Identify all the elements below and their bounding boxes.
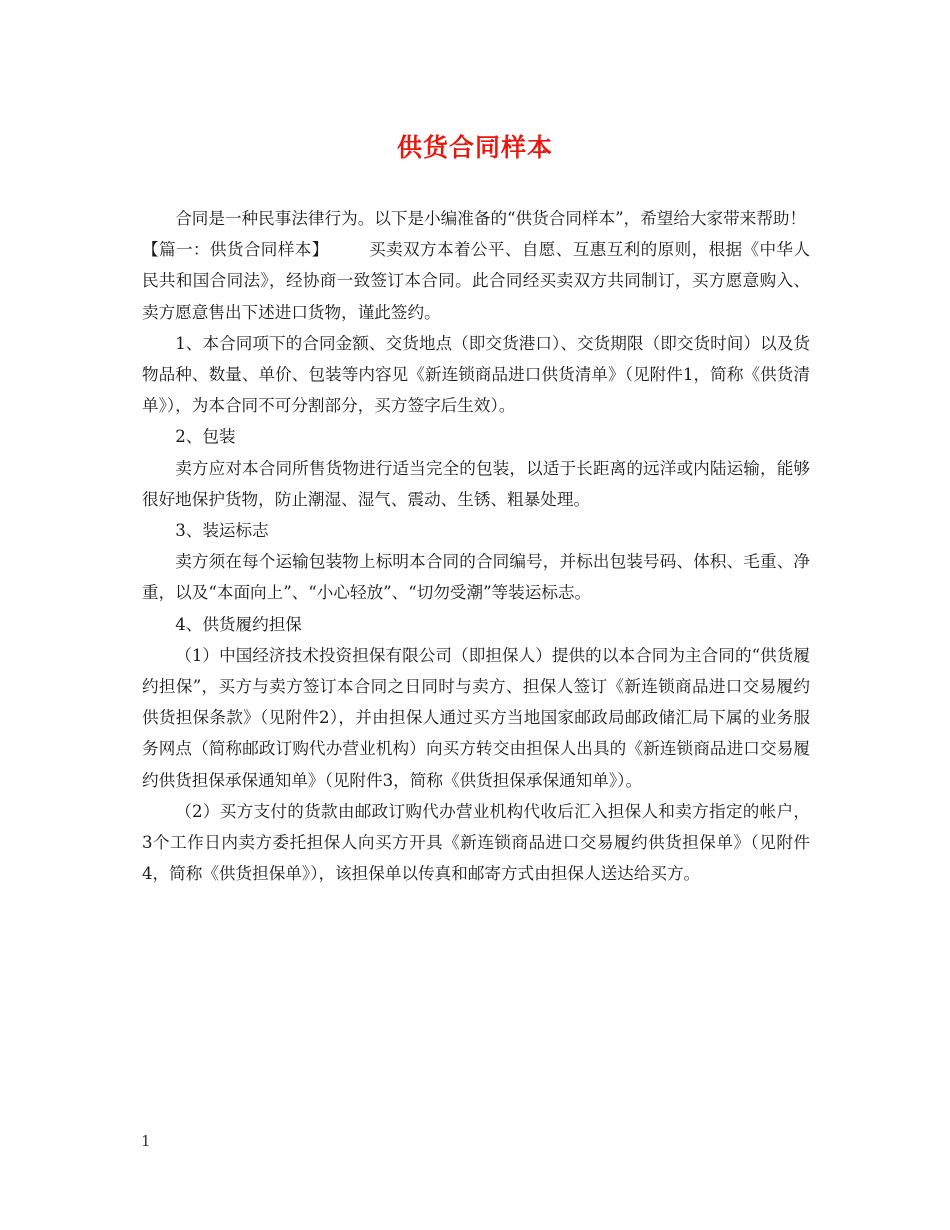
intro-paragraph: 合同是一种民事法律行为。以下是小编准备的“供货合同样本”，希望给大家带来帮助！ [175,209,807,228]
clause-4-item-1: （1）中国经济技术投资担保有限公司（即担保人）提供的以本合同为主合同的“供货履约担保”，买方与卖方签订本合同之日同时与卖方、担保人签订《新连锁商品进口交易履约供货担保条款》（见附件2），并由担保人通过买方当地国家邮政局邮政储汇局下属的业务服务网点（简称邮政订购代办营业机构）向买方转交由担保人出具的《新连锁商品进口交易履约供货担保承保通知单》（见附件3，简称《供货担保承保通知单》）。 [142,645,810,790]
clause-3-paragraph: 卖方须在每个运输包装物上标明本合同的合同编号，并标出包装号码、体积、毛重、净重，以及“本面向上”、“小心轻放”、“切勿受潮”等装运标志。 [142,552,810,603]
clause-3-heading: 3、装运标志 [175,521,269,541]
page-number: 1 [141,1132,151,1150]
clause-2-heading: 2、包装 [175,427,236,447]
section-one-paragraph [142,234,810,328]
document-title: 供货合同样本 [396,133,553,162]
section-one-text: 买卖双方本着公平、自愿、互惠互利的原则，根据《中华人民共和国合同法》，经协商一致签订本合同。此合同经买卖双方共同制订，买方愿意购入、卖方愿意售出下述进口货物，谨此签约。 [142,240,810,322]
clause-1-paragraph: 1、本合同项下的合同金额、交货地点（即交货港口）、交货期限（即交货时间）以及货物品种、数量、单价、包装等内容见《新连锁商品进口供货清单》（见附件1，简称《供货清单》），为本合同不可分割部分，买方签字后生效）。 [142,333,810,416]
clause-2-paragraph: 卖方应对本合同所售货物进行适当完全的包装，以适于长距离的远洋或内陆运输，能够很好地保护货物，防止潮湿、湿气、震动、生锈、粗暴处理。 [142,458,810,509]
clause-4-item-2: （2）买方支付的货款由邮政订购代办营业机构代收后汇入担保人和卖方指定的帐户，3个工作日内卖方委托担保人向买方开具《新连锁商品进口交易履约供货担保单》（见附件4，简称《供货担保单》），该担保单以传真和邮寄方式由担保人送达给买方。 [142,801,810,884]
clause-4-heading: 4、供货履约担保 [175,614,302,634]
document-body [142,203,810,889]
section-one-heading: 【篇一：供货合同样本】 [142,240,329,260]
